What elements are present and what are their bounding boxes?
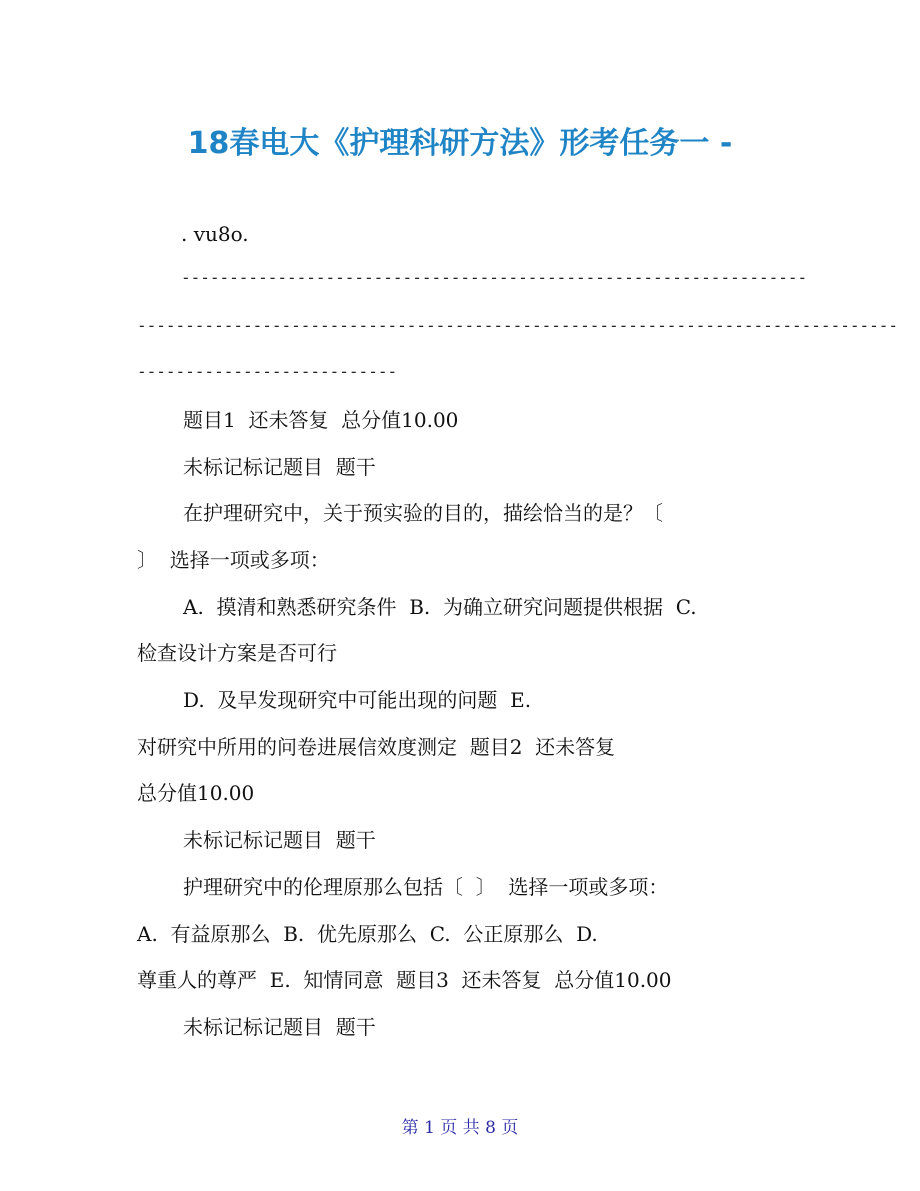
text-line: . vu8o.: [181, 222, 249, 246]
question-text: 在护理研究中，关于预实验的目的，描绘恰当的是？〔: [183, 501, 663, 525]
separator-line: -------------------------------------------------------------------------------: [137, 316, 898, 335]
answer-options: A. 有益原那么 B. 优先原那么 C. 公正原那么 D.: [137, 922, 598, 946]
answer-options: 尊重人的尊严 E. 知情同意 题目3 还未答复 总分值10.00: [137, 968, 672, 992]
question-text: 护理研究中的伦理原那么包括〔 〕 选择一项或多项：: [183, 875, 669, 899]
document-title: 18春电大《护理科研方法》形考任务一 -: [187, 126, 733, 161]
question-header: 题目1 还未答复 总分值10.00: [183, 408, 459, 432]
answer-options: 检查设计方案是否可行: [137, 641, 337, 665]
question-flag-label: 未标记标记题目 题干: [183, 828, 376, 852]
question-flag-label: 未标记标记题目 题干: [183, 1015, 376, 1039]
answer-options: A. 摸清和熟悉研究条件 B. 为确立研究问题提供根据 C.: [183, 595, 697, 619]
separator-line: -----------------------------------------------------------------: [181, 268, 808, 287]
answer-options: D. 及早发现研究中可能出现的问题 E.: [183, 688, 532, 712]
separator-line: ---------------------------: [137, 362, 398, 381]
question-instruction: 〕 选择一项或多项：: [137, 548, 330, 572]
page-number-footer: 第 1 页 共 8 页: [401, 1118, 519, 1138]
question-header: 总分值10.00: [137, 781, 255, 805]
answer-options: 对研究中所用的问卷进展信效度测定 题目2 还未答复: [137, 735, 616, 759]
question-flag-label: 未标记标记题目 题干: [183, 455, 376, 479]
